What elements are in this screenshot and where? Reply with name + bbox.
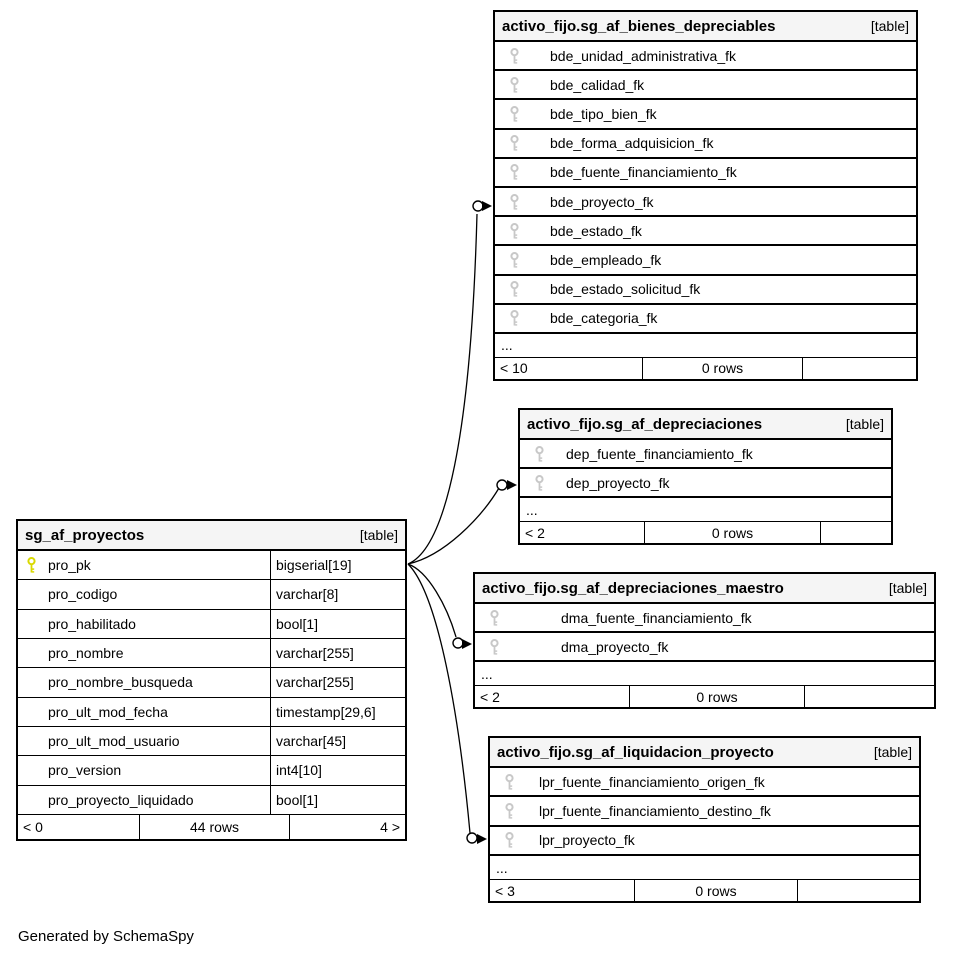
column-name: bde_tipo_bien_fk — [550, 105, 657, 122]
table-sg_af_proyectos — [16, 519, 407, 841]
column-row-pro_habilitado — [18, 610, 405, 639]
column-type: bool[1] — [270, 610, 405, 638]
foreign-key-icon — [534, 445, 545, 462]
column-name: bde_proyecto_fk — [550, 193, 654, 210]
implied-children-count — [802, 358, 916, 379]
column-row-bde_unidad_administrativa_fk — [495, 42, 916, 71]
table-stats-footer — [490, 880, 919, 901]
column-name: pro_ult_mod_fecha — [48, 703, 168, 720]
columns-ellipsis: ... — [495, 334, 916, 358]
column-name: pro_nombre — [48, 645, 124, 662]
column-name: dma_fuente_financiamiento_fk — [561, 609, 752, 626]
column-row-dma_fuente_financiamiento_fk — [475, 604, 934, 633]
table-stats-footer — [520, 522, 891, 543]
table-header — [18, 521, 405, 551]
foreign-key-icon — [489, 609, 500, 626]
foreign-key-icon — [504, 803, 515, 820]
column-name: pro_proyecto_liquidado — [48, 791, 194, 808]
generated-by-note: Generated by SchemaSpy — [18, 928, 194, 945]
table-type-badge: [table] — [870, 18, 909, 34]
column-row-pro_nombre — [18, 639, 405, 668]
row-count: 44 rows — [139, 815, 289, 839]
column-name: dep_fuente_financiamiento_fk — [566, 445, 753, 462]
foreign-key-icon — [509, 193, 520, 210]
table-header — [520, 410, 891, 440]
column-name: pro_pk — [48, 557, 91, 574]
column-name: bde_estado_fk — [550, 222, 642, 239]
column-row-pro_ult_mod_usuario — [18, 727, 405, 756]
column-name: pro_ult_mod_usuario — [48, 733, 180, 750]
implied-parents-count: < 2 — [480, 688, 500, 705]
row-count: 0 rows — [634, 880, 797, 901]
implied-children-count — [797, 880, 919, 901]
column-row-dma_proyecto_fk — [475, 633, 934, 662]
column-type: timestamp[29,6] — [270, 698, 405, 726]
columns-ellipsis: ... — [520, 498, 891, 522]
column-name: bde_estado_solicitud_fk — [550, 281, 701, 298]
foreign-key-icon — [509, 47, 520, 64]
foreign-key-icon — [504, 832, 515, 849]
column-name: bde_empleado_fk — [550, 251, 662, 268]
column-row-bde_estado_solicitud_fk — [495, 276, 916, 305]
table-title[interactable]: sg_af_proyectos — [25, 526, 145, 544]
row-count: 0 rows — [644, 522, 820, 543]
table-header — [490, 738, 919, 768]
table-type-badge: [table] — [845, 416, 884, 432]
column-row-bde_categoria_fk — [495, 305, 916, 334]
column-name: bde_calidad_fk — [550, 76, 645, 93]
column-row-bde_estado_fk — [495, 217, 916, 246]
table-type-badge: [table] — [888, 580, 927, 596]
column-row-pro_version — [18, 756, 405, 785]
foreign-key-icon — [509, 164, 520, 181]
table-header — [495, 12, 916, 42]
row-count: 0 rows — [629, 686, 804, 707]
row-count: 0 rows — [642, 358, 802, 379]
column-name: pro_nombre_busqueda — [48, 674, 193, 691]
foreign-key-icon — [509, 76, 520, 93]
foreign-key-icon — [489, 638, 500, 655]
column-row-lpr_fuente_financiamiento_origen_fk — [490, 768, 919, 797]
table-header — [475, 574, 934, 604]
column-row-bde_fuente_financiamiento_fk — [495, 159, 916, 188]
column-type: int4[10] — [270, 756, 405, 784]
table-sg_af_liquidacion_proyecto — [488, 736, 921, 903]
table-type-badge: [table] — [873, 744, 912, 760]
column-name: pro_codigo — [48, 586, 118, 603]
relation-pro_pk-to-dep_proyecto_fk — [408, 480, 517, 564]
primary-key-icon — [26, 557, 37, 574]
implied-children-count — [804, 686, 934, 707]
implied-parents-count: < 3 — [495, 882, 515, 899]
table-title[interactable]: activo_fijo.sg_af_depreciaciones — [527, 415, 763, 433]
column-name: pro_habilitado — [48, 615, 136, 632]
column-name: dma_proyecto_fk — [561, 638, 669, 655]
table-sg_af_depreciaciones — [518, 408, 893, 545]
column-type: varchar[8] — [270, 580, 405, 608]
foreign-key-icon — [534, 474, 545, 491]
column-type: varchar[45] — [270, 727, 405, 755]
implied-parents-count: < 10 — [500, 360, 528, 377]
foreign-key-icon — [509, 251, 520, 268]
column-row-bde_calidad_fk — [495, 71, 916, 100]
table-sg_af_bienes_depreciables — [493, 10, 918, 381]
table-title[interactable]: activo_fijo.sg_af_liquidacion_proyecto — [497, 743, 774, 761]
columns-ellipsis: ... — [475, 662, 934, 686]
relation-pro_pk-to-bde_proyecto_fk — [408, 201, 492, 564]
column-row-dep_proyecto_fk — [520, 469, 891, 498]
column-row-dep_fuente_financiamiento_fk — [520, 440, 891, 469]
column-type: bool[1] — [270, 786, 405, 814]
column-name: pro_version — [48, 762, 122, 779]
foreign-key-icon — [509, 281, 520, 298]
column-row-bde_empleado_fk — [495, 246, 916, 275]
column-row-bde_tipo_bien_fk — [495, 100, 916, 129]
column-name: bde_forma_adquisicion_fk — [550, 135, 714, 152]
foreign-key-icon — [509, 135, 520, 152]
foreign-key-icon — [509, 310, 520, 327]
column-name: lpr_fuente_financiamiento_origen_fk — [539, 773, 765, 790]
table-sg_af_depreciaciones_maestro — [473, 572, 936, 709]
implied-children-count: 4 > — [289, 815, 405, 839]
column-row-bde_proyecto_fk — [495, 188, 916, 217]
table-type-badge: [table] — [359, 527, 398, 543]
column-name: dep_proyecto_fk — [566, 474, 670, 491]
column-row-pro_nombre_busqueda — [18, 668, 405, 697]
column-name: bde_fuente_financiamiento_fk — [550, 164, 737, 181]
foreign-key-icon — [509, 105, 520, 122]
column-type: varchar[255] — [270, 639, 405, 667]
table-stats-footer — [495, 358, 916, 379]
column-row-pro_codigo — [18, 580, 405, 609]
column-name: lpr_fuente_financiamiento_destino_fk — [539, 803, 771, 820]
implied-children-count — [820, 522, 891, 543]
column-row-pro_pk — [18, 551, 405, 580]
column-row-lpr_proyecto_fk — [490, 827, 919, 856]
column-row-pro_ult_mod_fecha — [18, 698, 405, 727]
foreign-key-icon — [504, 773, 515, 790]
table-title[interactable]: activo_fijo.sg_af_depreciaciones_maestro — [482, 579, 784, 597]
implied-parents-count: < 2 — [525, 524, 545, 541]
table-title[interactable]: activo_fijo.sg_af_bienes_depreciables — [502, 17, 776, 35]
column-row-bde_forma_adquisicion_fk — [495, 130, 916, 159]
foreign-key-icon — [509, 222, 520, 239]
implied-parents-count: < 0 — [23, 818, 43, 835]
column-name: bde_categoria_fk — [550, 310, 658, 327]
column-row-pro_proyecto_liquidado — [18, 786, 405, 815]
column-name: bde_unidad_administrativa_fk — [550, 47, 737, 64]
table-stats-footer — [475, 686, 934, 707]
columns-ellipsis: ... — [490, 856, 919, 880]
table-stats-footer — [18, 815, 405, 839]
column-name: lpr_proyecto_fk — [539, 832, 635, 849]
column-type: varchar[255] — [270, 668, 405, 696]
column-type: bigserial[19] — [270, 551, 405, 579]
column-row-lpr_fuente_financiamiento_destino_fk — [490, 797, 919, 826]
